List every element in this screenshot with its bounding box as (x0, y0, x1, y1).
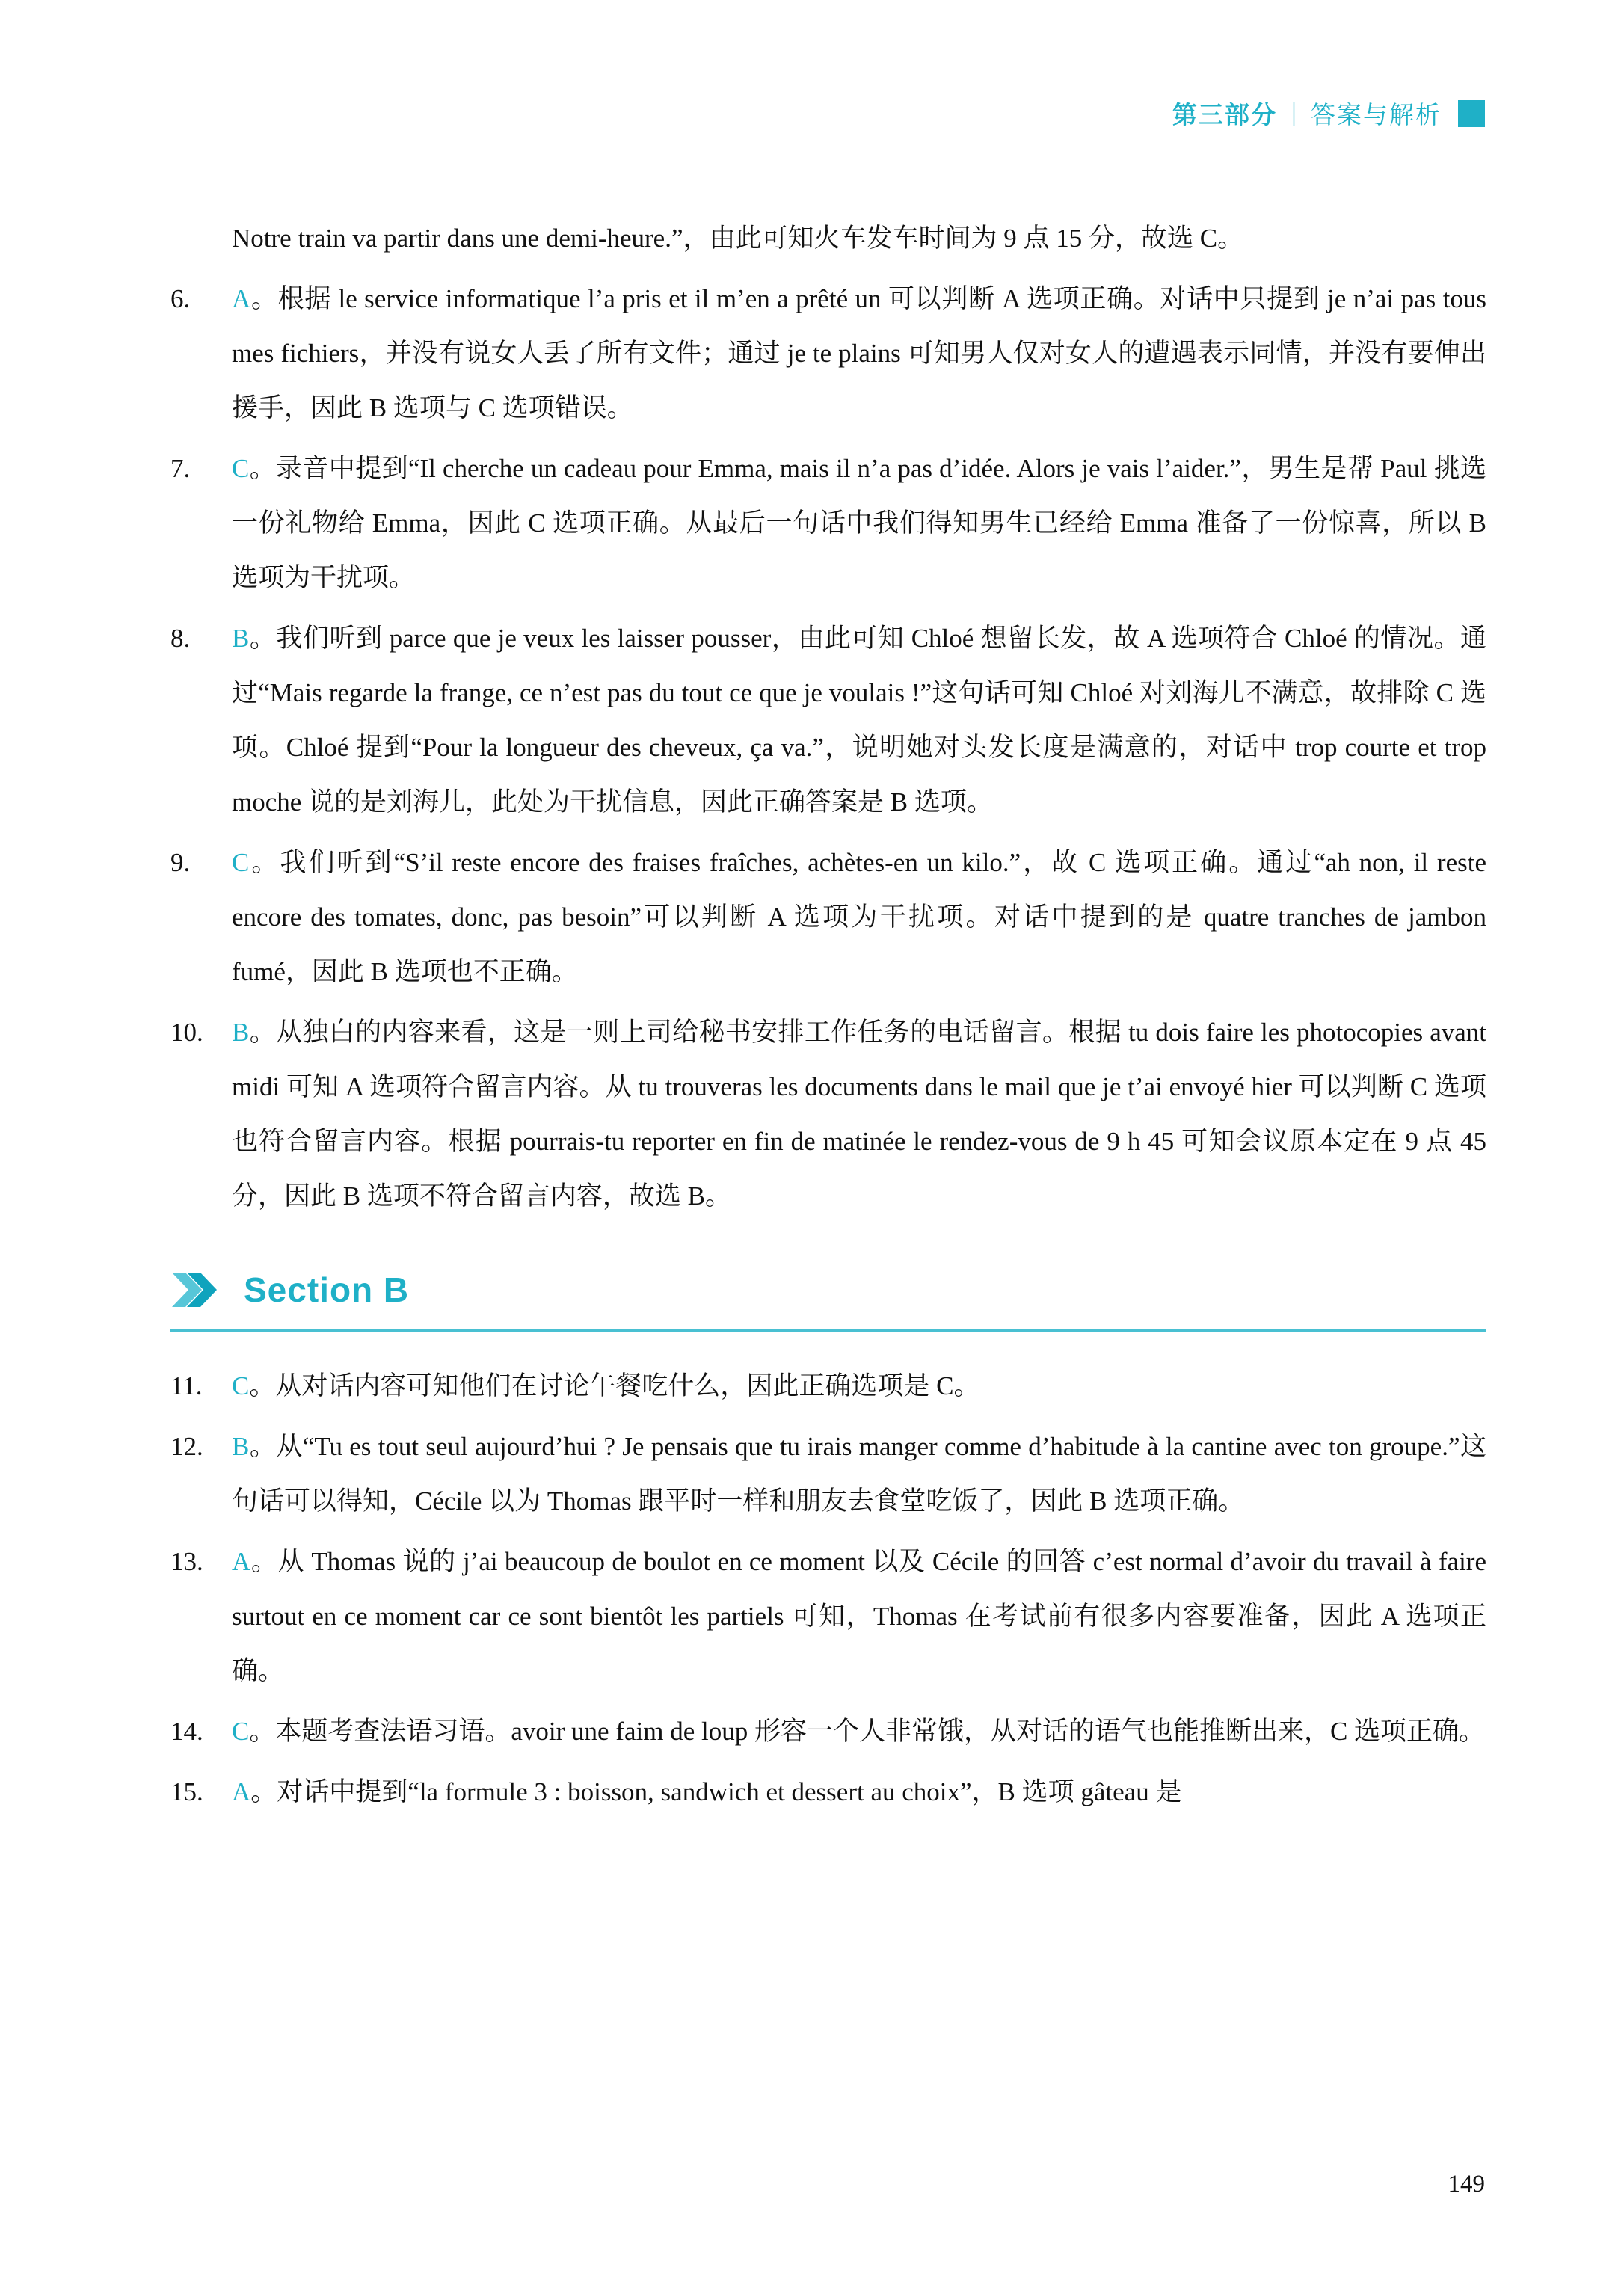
header-part-title: 第三部分 (1172, 101, 1277, 129)
answer-item-8 (170, 611, 1486, 829)
item-number: 11. (170, 1371, 203, 1400)
answer-letter: A (232, 284, 251, 313)
answer-item-6 (170, 271, 1486, 435)
item-number: 10. (170, 1018, 203, 1047)
item-number: 8. (170, 624, 191, 653)
answer-letter: B (232, 1018, 250, 1047)
page-number: 149 (1448, 2171, 1485, 2198)
item-number: 12. (170, 1432, 203, 1461)
answer-item-12 (170, 1419, 1486, 1528)
answer-item-14 (170, 1704, 1486, 1759)
continued-paragraph: Notre train va partir dans une demi-heure.”，由此可知火车发车时间为 9 点 15 分，故选 C。 (232, 224, 1244, 253)
item-text (232, 1534, 1486, 1698)
answer-item-11 (170, 1359, 1486, 1413)
item-explanation: 。我们听到“S’il reste encore des fraises fraîches, achètes-en un kilo.”，故 C 选项正确。通过“ah non, il reste encore des tomates, donc, pas besoin”可以判断 A 选项为干扰项。对话中提到的是 quatre tranches de jambon fumé，因此 B 选项也不正确。 (232, 848, 1486, 986)
item-text (232, 1005, 1486, 1223)
header-section-title: 答案与解析 (1311, 101, 1442, 129)
corner-accent-block (1458, 100, 1485, 127)
answer-letter: B (232, 1432, 250, 1461)
header-divider: ｜ (1282, 101, 1306, 129)
item-number: 13. (170, 1547, 203, 1576)
item-text (232, 441, 1486, 605)
section-b-heading (170, 1270, 1486, 1332)
answer-item-10 (170, 1005, 1486, 1223)
item-explanation: 。我们听到 parce que je veux les laisser pousser，由此可知 Chloé 想留长发，故 A 选项符合 Chloé 的情况。通过“Mais regarde la frange, ce n’est pas du tout ce que je voulais !”这句话可知 Chloé 对刘海儿不满意，故排除 C 选项。Chloé 提到“Pour la longueur des cheveux, ça va.”，说明她对头发长度是满意的，对话中 trop courte et trop moche 说的是刘海儿，此处为干扰信息，因此正确答案是 B 选项。 (232, 624, 1486, 816)
answer-letter: A (232, 1777, 251, 1806)
page-header (1172, 96, 1485, 131)
item-explanation: 。从对话内容可知他们在讨论午餐吃什么，因此正确选项是 C。 (249, 1371, 980, 1400)
item-explanation: 。从“Tu es tout seul aujourd’hui ? Je pensais que tu irais manger comme d’habitude à la cantine avec ton groupe.”这句话可以得知，Cécile 以为 Thomas 跟平时一样和朋友去食堂吃饭了，因此 B 选项正确。 (232, 1432, 1486, 1516)
answer-letter: C (232, 454, 250, 483)
section-title: Section B (244, 1270, 410, 1309)
answer-item-15 (170, 1765, 1486, 1819)
answer-letter: C (232, 1371, 250, 1400)
answer-letter: C (232, 848, 250, 877)
answer-item-13 (170, 1534, 1486, 1698)
item-number: 7. (170, 454, 191, 483)
item-text (232, 611, 1486, 829)
item-number: 14. (170, 1717, 203, 1746)
answer-item-7 (170, 441, 1486, 605)
answer-explanations (170, 211, 1486, 1825)
item-number: 15. (170, 1777, 203, 1806)
item-text (232, 271, 1486, 435)
item-text (232, 1765, 1486, 1819)
item-explanation: 。录音中提到“Il cherche un cadeau pour Emma, mais il n’a pas d’idée. Alors je vais l’aider.”，男生是帮 Paul 挑选一份礼物给 Emma，因此 C 选项正确。从最后一句话中我们得知男生已经给 Emma 准备了一份惊喜，所以 B 选项为干扰项。 (232, 454, 1486, 592)
item-text (232, 835, 1486, 999)
item-text (232, 1419, 1486, 1528)
item-number: 9. (170, 848, 191, 877)
item-explanation: 。根据 le service informatique l’a pris et il m’en a prêté un 可以判断 A 选项正确。对话中只提到 je n’ai pas tous mes fichiers，并没有说女人丢了所有文件；通过 je te plains 可知男人仅对女人的遭遇表示同情，并没有要伸出援手，因此 B 选项与 C 选项错误。 (232, 284, 1486, 422)
item-explanation: 。本题考查法语习语。avoir une faim de loup 形容一个人非常饿，从对话的语气也能推断出来，C 选项正确。 (249, 1717, 1486, 1746)
item-explanation: 。从独白的内容来看，这是一则上司给秘书安排工作任务的电话留言。根据 tu dois faire les photocopies avant midi 可知 A 选项符合留言内容。从 tu trouveras les documents dans le mail que je t’ai envoyé hier 可以判断 C 选项也符合留言内容。根据 pourrais-tu reporter en fin de matinée le rendez-vous de 9 h 45 可知会议原本定在 9 点 45 分，因此 B 选项不符合留言内容，故选 B。 (232, 1018, 1486, 1211)
answer-letter: A (232, 1547, 251, 1576)
item-text (232, 1704, 1486, 1759)
answer-item-9 (170, 835, 1486, 999)
answer-letter: C (232, 1717, 250, 1746)
double-chevron-icon (170, 1273, 224, 1307)
answer-letter: B (232, 624, 250, 653)
item-text (232, 1359, 1486, 1413)
item-explanation: 。从 Thomas 说的 j’ai beaucoup de boulot en ce moment 以及 Cécile 的回答 c’est normal d’avoir du travail à faire surtout en ce moment car ce sont bientôt les partiels 可知，Thomas 在考试前有很多内容要准备，因此 A 选项正确。 (232, 1547, 1486, 1685)
item-number: 6. (170, 284, 191, 313)
item-explanation: 。对话中提到“la formule 3 : boisson, sandwich et dessert au choix”，B 选项 gâteau 是 (250, 1777, 1182, 1806)
